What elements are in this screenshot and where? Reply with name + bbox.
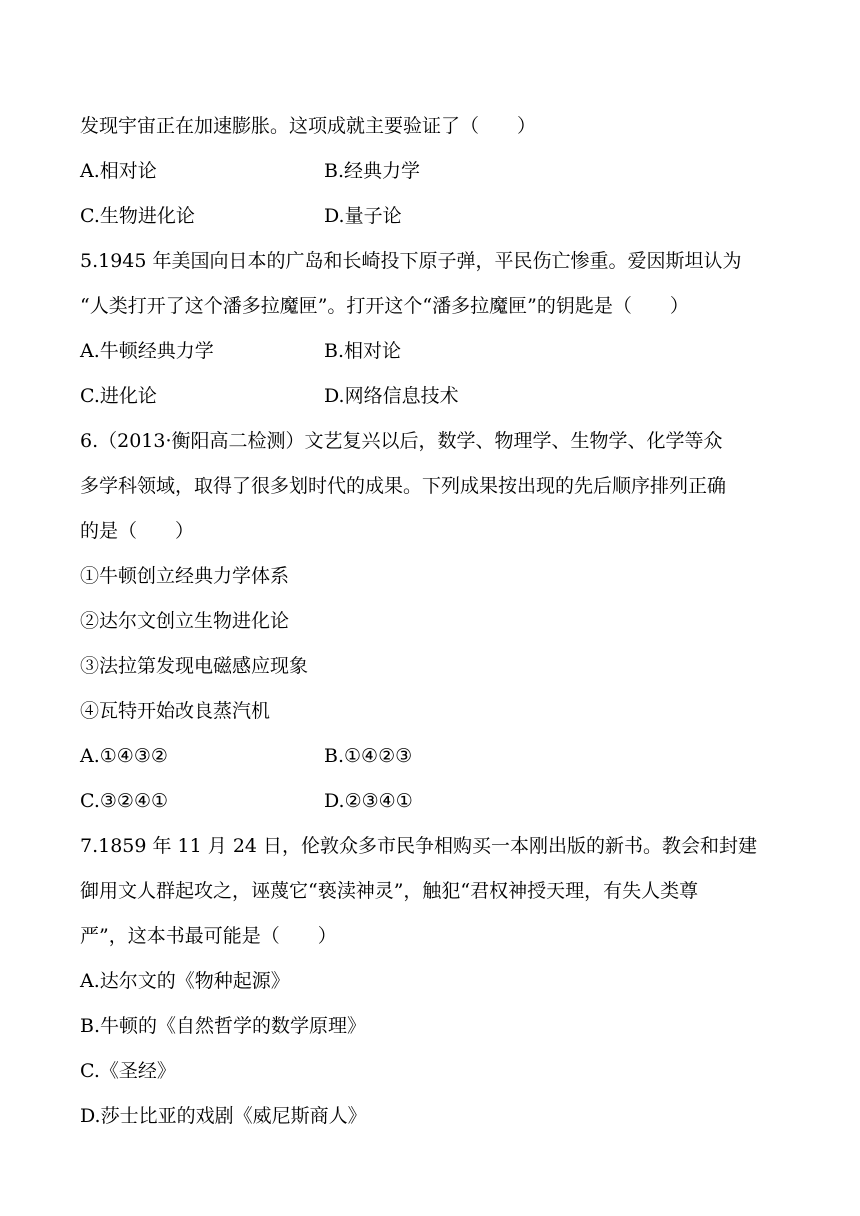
q7-option-a: A.达尔文的《物种起源》 — [80, 970, 290, 992]
q4-stem-line: 发现宇宙正在加速膨胀。这项成就主要验证了（ ） — [80, 115, 537, 137]
q6-option-a: A.①④③② — [80, 745, 168, 767]
q6-options-row-1 — [80, 734, 780, 779]
q6-item-1: ①牛顿创立经典力学体系 — [80, 565, 290, 587]
document-page — [80, 104, 780, 1139]
q4-options-row-1 — [80, 149, 780, 194]
q7-option-c: C.《圣经》 — [80, 1060, 176, 1082]
q5-option-b: B.相对论 — [324, 340, 402, 362]
q4-option-b: B.经典力学 — [324, 160, 421, 182]
q6-stem-line-3: 的是（ ） — [80, 520, 195, 542]
q5-option-a: A.牛顿经典力学 — [80, 340, 214, 362]
q5-option-d: D.网络信息技术 — [324, 385, 459, 407]
q7-stem-line-2: 御用文人群起攻之，诬蔑它“亵渎神灵”，触犯“君权神授天理，有失人类尊 — [80, 880, 699, 902]
q4-option-a: A.相对论 — [80, 160, 157, 182]
q6-option-d: D.②③④① — [324, 790, 413, 812]
q6-stem-line-2: 多学科领域，取得了很多划时代的成果。下列成果按出现的先后顺序排列正确 — [80, 475, 727, 497]
q6-item-2: ②达尔文创立生物进化论 — [80, 610, 290, 632]
q6-item-3: ③法拉第发现电磁感应现象 — [80, 655, 309, 677]
q6-option-c: C.③②④① — [80, 790, 169, 812]
q5-options-row-2 — [80, 374, 780, 419]
q5-option-c: C.进化论 — [80, 385, 157, 407]
q7-stem-line-1: 7.1859 年 11 月 24 日，伦敦众多市民争相购买一本刚出版的新书。教会和封建 — [80, 835, 758, 857]
q6-options-row-2 — [80, 779, 780, 824]
q4-options-row-2 — [80, 194, 780, 239]
q4-option-c: C.生物进化论 — [80, 205, 195, 227]
q6-stem-line-1: 6.（2013·衡阳高二检测）文艺复兴以后，数学、物理学、生物学、化学等众 — [80, 430, 723, 452]
q5-options-row-1 — [80, 329, 780, 374]
q5-stem-line-1: 5.1945 年美国向日本的广岛和长崎投下原子弹，平民伤亡惨重。爱因斯坦认为 — [80, 250, 742, 272]
q7-stem-line-3: 严”，这本书最可能是（ ） — [80, 925, 337, 947]
q4-option-d: D.量子论 — [324, 205, 402, 227]
q7-option-d: D.莎士比亚的戏剧《威尼斯商人》 — [80, 1105, 367, 1127]
q7-option-b: B.牛顿的《自然哲学的数学原理》 — [80, 1015, 367, 1037]
q6-option-b: B.①④②③ — [324, 745, 413, 767]
q5-stem-line-2: “人类打开了这个潘多拉魔匣”。打开这个“潘多拉魔匣”的钥匙是（ ） — [80, 295, 689, 317]
q6-item-4: ④瓦特开始改良蒸汽机 — [80, 700, 271, 722]
